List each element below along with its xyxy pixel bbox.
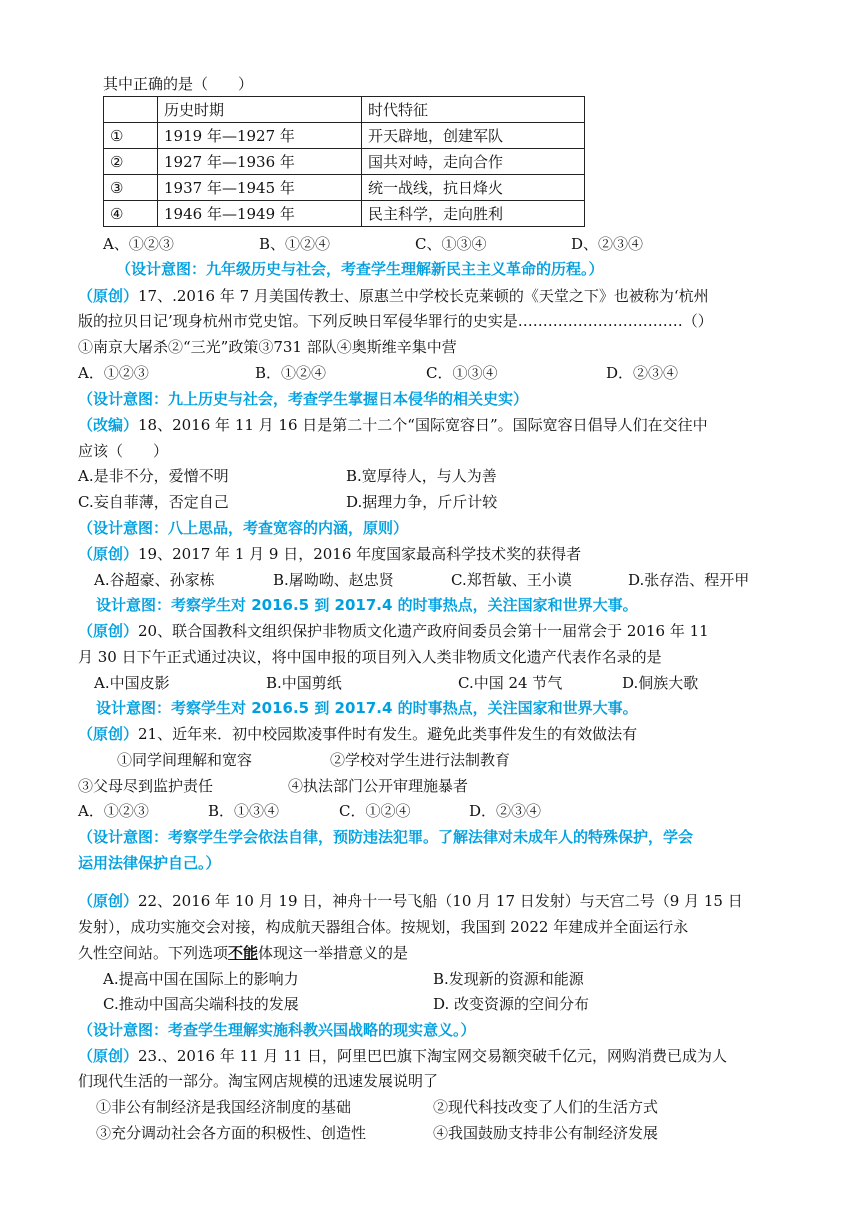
q20-option-b: B.中国剪纸 — [266, 674, 342, 692]
q23-text: 23.、2016 年 11 月 11 日，阿里巴巴旗下淘宝网交易额突破千亿元，网购消费已成为人 — [138, 1047, 728, 1065]
q23-item-4: ④我国鼓励支持非公有制经济发展 — [433, 1124, 659, 1142]
q21-line1 — [78, 724, 637, 744]
table-row — [104, 201, 585, 227]
q21-item-2: ②学校对学生进行法制教育 — [330, 751, 511, 769]
q21-design-note-2: 运用法律保护自己。） — [78, 854, 221, 872]
q22-option-d: D. 改变资源的空间分布 — [433, 995, 590, 1013]
q21-tag: （原创） — [78, 725, 139, 743]
q23-item-1: ①非公有制经济是我国经济制度的基础 — [96, 1098, 352, 1116]
q19-text: 19、2017 年 1 月 9 日，2016 年度国家最高科学技术奖的获得者 — [138, 545, 582, 563]
table-row — [104, 175, 585, 201]
q17-option-d: D．②③④ — [606, 364, 679, 382]
q20-option-a: A.中国皮影 — [94, 674, 170, 692]
table-cell: 1937 年—1945 年 — [158, 175, 362, 201]
q22-option-c: C.推动中国高尖端科技的发展 — [103, 995, 299, 1013]
q22-text: 22、2016 年 10 月 19 日，神舟十一号飞船（10 月 17 日发射）与天宫二号（9 月 15 日 — [138, 892, 743, 910]
table-cell: ① — [104, 123, 158, 149]
q17-text: 17、.2016 年 7 月美国传教士、原惠兰中学校长克莱顿的《天堂之下》也被称为‘杭州 — [138, 287, 709, 305]
q22-option-a: A.提高中国在国际上的影响力 — [103, 970, 299, 988]
q23-line1 — [78, 1046, 727, 1066]
q18-text: 18、2016 年 11 月 16 日是第二十二个“国际宽容日”。国际宽容日倡导人们在交往中 — [138, 416, 708, 434]
table-cell: 民主科学，走向胜利 — [362, 201, 585, 227]
q19-option-c: C.郑哲敏、王小谟 — [451, 571, 572, 589]
table-cell: ④ — [104, 201, 158, 227]
q19-option-b: B.屠呦呦、赵忠贤 — [273, 571, 394, 589]
table-cell: 1927 年—1936 年 — [158, 149, 362, 175]
q20-tag: （原创） — [78, 622, 139, 640]
table-cell: 1919 年—1927 年 — [158, 123, 362, 149]
q20-design-note: 设计意图：考察学生对 2016.5 到 2017.4 的时事热点，关注国家和世界大事。 — [96, 699, 638, 717]
q18-option-c: C.妄自菲薄，否定自己 — [78, 493, 229, 511]
q18-design-note: （设计意图：八上思品，考查宽容的内涵，原则） — [78, 519, 409, 537]
q17-line2: 版的拉贝日记’现身杭州市党史馆。下列反映日军侵华罪行的史实是……………………………（） — [78, 312, 713, 330]
table-header: 历史时期 — [158, 97, 362, 123]
q20-line1 — [78, 621, 709, 641]
q22-text-c: 体现这一举措意义的是 — [258, 944, 409, 962]
q16-option-c: C、①③④ — [415, 235, 487, 253]
q19-option-a: A.谷超豪、孙家栋 — [94, 571, 215, 589]
q17-tag: （原创） — [78, 287, 139, 305]
q22-emphasis: 不能 — [228, 944, 259, 962]
q20-text: 20、联合国教科文组织保护非物质文化遗产政府间委员会第十一届常会于 2016 年 11 — [138, 622, 709, 640]
table-header-row — [104, 97, 585, 123]
table-cell: 开天辟地，创建军队 — [362, 123, 585, 149]
table-cell: 1946 年—1949 年 — [158, 201, 362, 227]
q18-line2: 应该（ ） — [78, 442, 169, 460]
q17-option-b: B．①②④ — [255, 364, 327, 382]
table-cell: 国共对峙，走向合作 — [362, 149, 585, 175]
q22-line1 — [78, 891, 743, 911]
q17-option-c: C．①③④ — [426, 364, 498, 382]
table-row — [104, 123, 585, 149]
table-cell: ③ — [104, 175, 158, 201]
q16-design-note: （设计意图：九年级历史与社会，考查学生理解新民主主义革命的历程。） — [116, 260, 604, 278]
q21-option-b: B．①③④ — [208, 802, 280, 820]
table-cell: 统一战线，抗日烽火 — [362, 175, 585, 201]
q19-option-d: D.张存浩、程开甲 — [628, 571, 750, 589]
q23-item-3: ③充分调动社会各方面的积极性、创造性 — [96, 1124, 367, 1142]
q22-design-note: （设计意图：考查学生理解实施科教兴国战略的现实意义。） — [78, 1021, 476, 1039]
q20-option-c: C.中国 24 节气 — [458, 674, 563, 692]
q22-tag: （原创） — [78, 892, 139, 910]
q22-line2: 发射），成功实施交会对接，构成航天器组合体。按规划，我国到 2022 年建成并全面运行永 — [78, 918, 689, 936]
table-row — [104, 149, 585, 175]
q21-text: 21、近年来．初中校园欺凌事件时有发生。避免此类事件发生的有效做法有 — [138, 725, 638, 743]
history-table — [103, 96, 585, 227]
q22-option-b: B.发现新的资源和能源 — [433, 970, 584, 988]
q18-line1 — [78, 415, 708, 435]
q21-item-3: ③父母尽到监护责任 — [78, 777, 214, 795]
q21-item-1: ①同学间理解和宽容 — [117, 751, 253, 769]
q16-stem: 其中正确的是（ ） — [103, 75, 254, 93]
q20-option-d: D.侗族大歌 — [622, 674, 699, 692]
q19-design-note: 设计意图：考察学生对 2016.5 到 2017.4 的时事热点，关注国家和世界大事。 — [96, 596, 638, 614]
q17-design-note: （设计意图：九上历史与社会，考查学生掌握日本侵华的相关史实） — [78, 390, 529, 408]
q22-text-a: 久性空间站。下列选项 — [78, 944, 229, 962]
q18-tag: （改编） — [78, 416, 139, 434]
q16-option-b: B、①②④ — [259, 235, 331, 253]
table-header: 时代特征 — [362, 97, 585, 123]
q22-line3 — [78, 943, 408, 963]
q21-option-a: A．①②③ — [78, 802, 149, 820]
q17-option-a: A．①②③ — [78, 364, 149, 382]
q20-line2: 月 30 日下午正式通过决议，将中国申报的项目列入人类非物质文化遗产代表作名录的是 — [78, 648, 662, 666]
table-cell: ② — [104, 149, 158, 175]
table-cell — [104, 97, 158, 123]
q18-option-d: D.据理力争，斤斤计较 — [346, 493, 498, 511]
q23-item-2: ②现代科技改变了人们的生活方式 — [433, 1098, 659, 1116]
q21-design-note-1: （设计意图：考察学生学会依法自律，预防违法犯罪。了解法律对未成年人的特殊保护，学会 — [78, 828, 694, 846]
q21-option-d: D．②③④ — [469, 802, 542, 820]
q19-line1 — [78, 544, 581, 564]
q21-item-4: ④执法部门公开审理施暴者 — [288, 777, 469, 795]
q16-option-d: D、②③④ — [571, 235, 644, 253]
q16-option-a: A、①②③ — [103, 235, 174, 253]
q19-tag: （原创） — [78, 545, 139, 563]
q17-line1 — [78, 286, 709, 306]
q18-option-b: B.宽厚待人，与人为善 — [346, 467, 497, 485]
q23-line2: 们现代生活的一部分。淘宝网店规模的迅速发展说明了 — [78, 1072, 439, 1090]
q18-option-a: A.是非不分，爱憎不明 — [78, 467, 229, 485]
q21-option-c: C．①②④ — [339, 802, 411, 820]
q17-items: ①南京大屠杀②“三光”政策③731 部队④奥斯维辛集中营 — [78, 338, 457, 356]
q23-tag: （原创） — [78, 1047, 139, 1065]
